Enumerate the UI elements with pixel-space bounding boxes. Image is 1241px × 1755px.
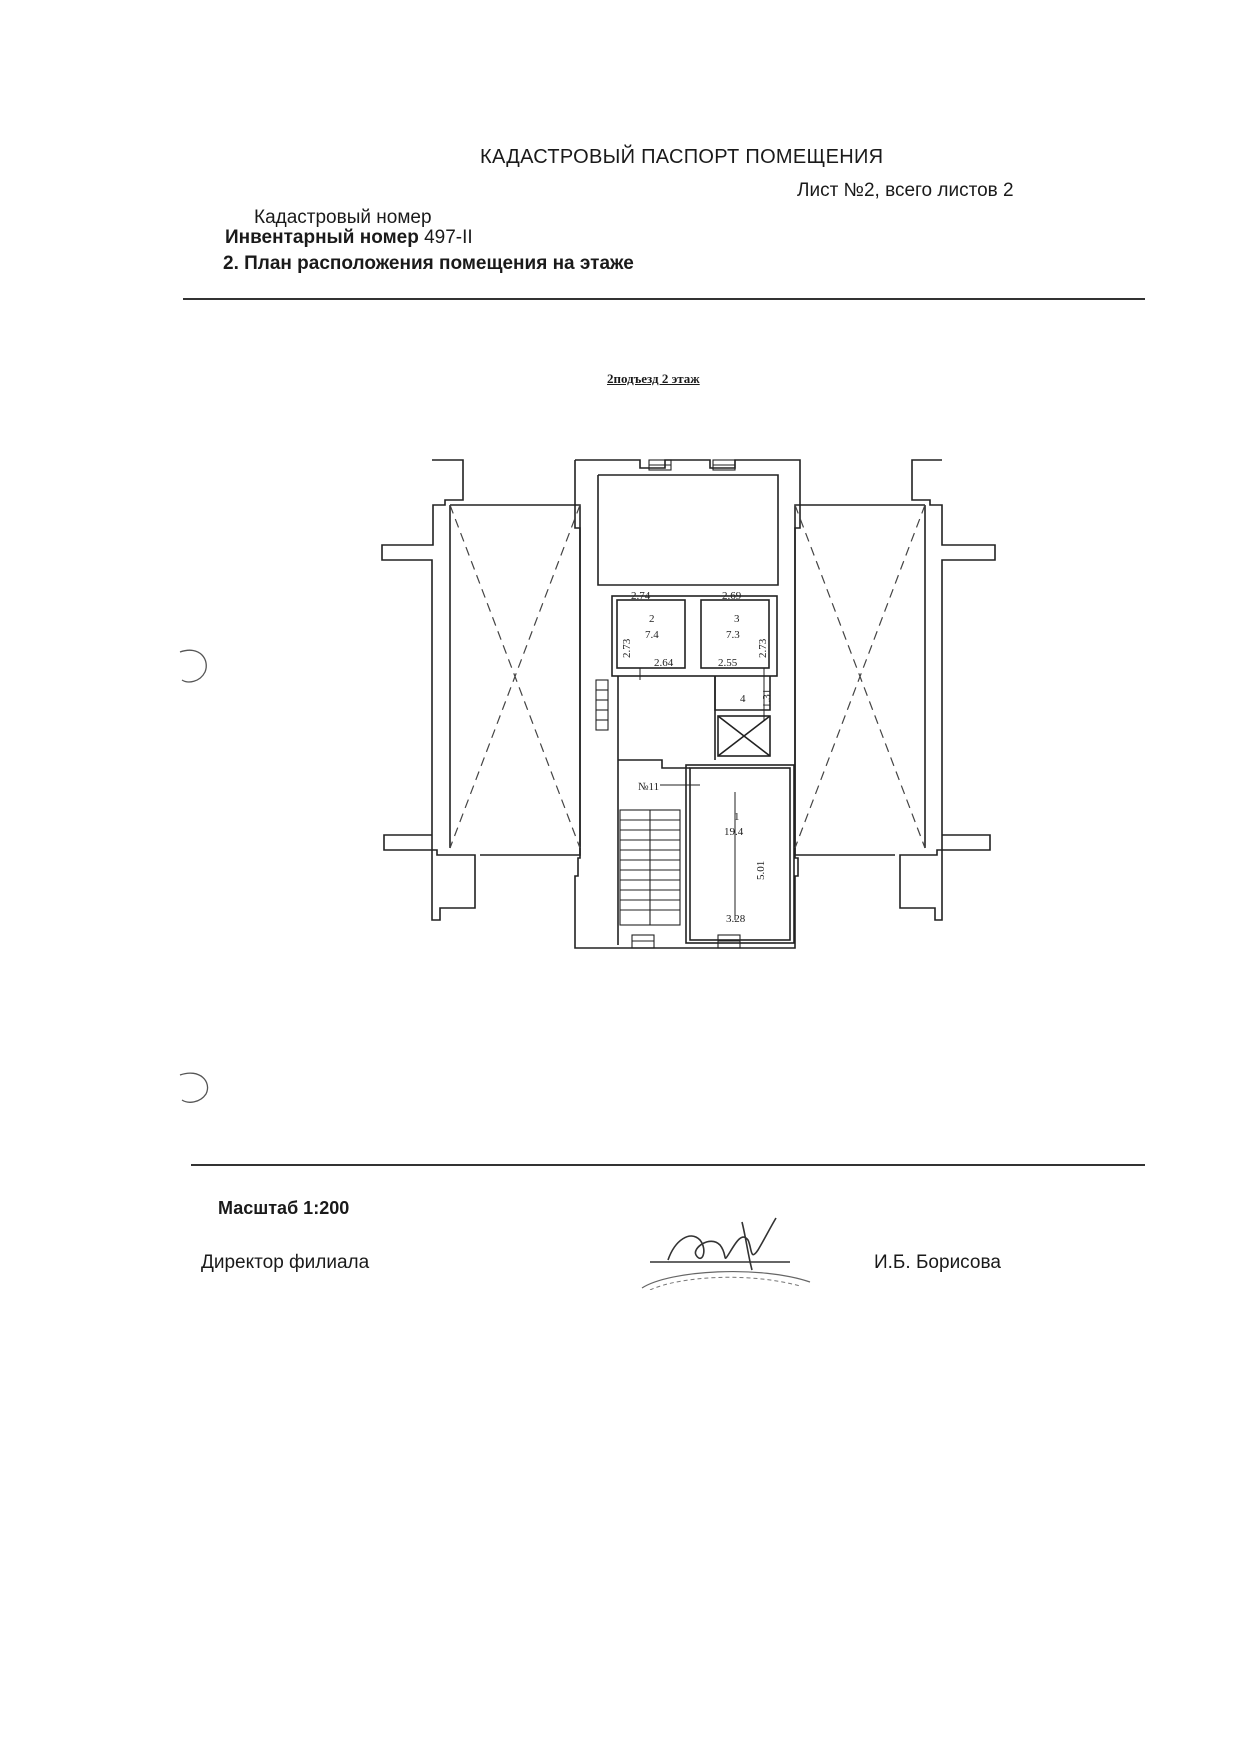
scale-label: Масштаб 1:200 [218, 1198, 350, 1218]
room-4-number: 4 [740, 693, 746, 705]
cadastral-number-label: Кадастровый номер [254, 207, 432, 228]
room-3-area: 7.3 [726, 629, 740, 641]
room-2-area: 7.4 [645, 629, 659, 641]
room-1-area: 19.4 [724, 826, 744, 838]
left-wing-wall [382, 460, 475, 920]
room-1-bottom-dim: 3.28 [726, 913, 746, 925]
room-2-top-dim: 2.74 [631, 590, 651, 602]
signer-name: И.Б. Борисова [874, 1252, 1001, 1273]
document-title: КАДАСТРОВЫЙ ПАСПОРТ ПОМЕЩЕНИЯ [480, 146, 884, 168]
punch-mark-top [180, 650, 206, 682]
room-2-number: 2 [649, 613, 655, 625]
inventory-number-value: 497-II [424, 227, 473, 248]
inventory-number-label: Инвентарный номер [225, 227, 419, 248]
section-title: 2. План расположения помещения на этаже [223, 253, 634, 274]
apartment-number: №11 [638, 781, 660, 793]
sheet-number: Лист №2, всего листов 2 [797, 180, 1014, 201]
signature-stamp [630, 1210, 830, 1290]
bottom-divider [191, 1164, 1145, 1166]
room-3-side-dim: 2.73 [757, 638, 769, 658]
punch-mark-bottom [180, 1073, 208, 1102]
room-2-bottom-dim: 2.64 [654, 657, 674, 669]
room-1-side-dim: 5.01 [755, 860, 767, 880]
room-3-number: 3 [734, 613, 740, 625]
right-wing-wall [900, 460, 995, 920]
room-2-side-dim: 2.73 [621, 638, 633, 658]
position-label: Директор филиала [201, 1252, 370, 1273]
right-wing-inner [795, 505, 925, 855]
room-1-number: 1 [734, 811, 740, 823]
room-4-side-dim: 1.31 [761, 688, 773, 708]
room-3-bottom-dim: 2.55 [718, 657, 738, 669]
room-3-top-dim: 2.69 [722, 590, 742, 602]
floor-caption: 2подъезд 2 этаж [607, 371, 700, 386]
left-wing-inner [450, 505, 580, 855]
